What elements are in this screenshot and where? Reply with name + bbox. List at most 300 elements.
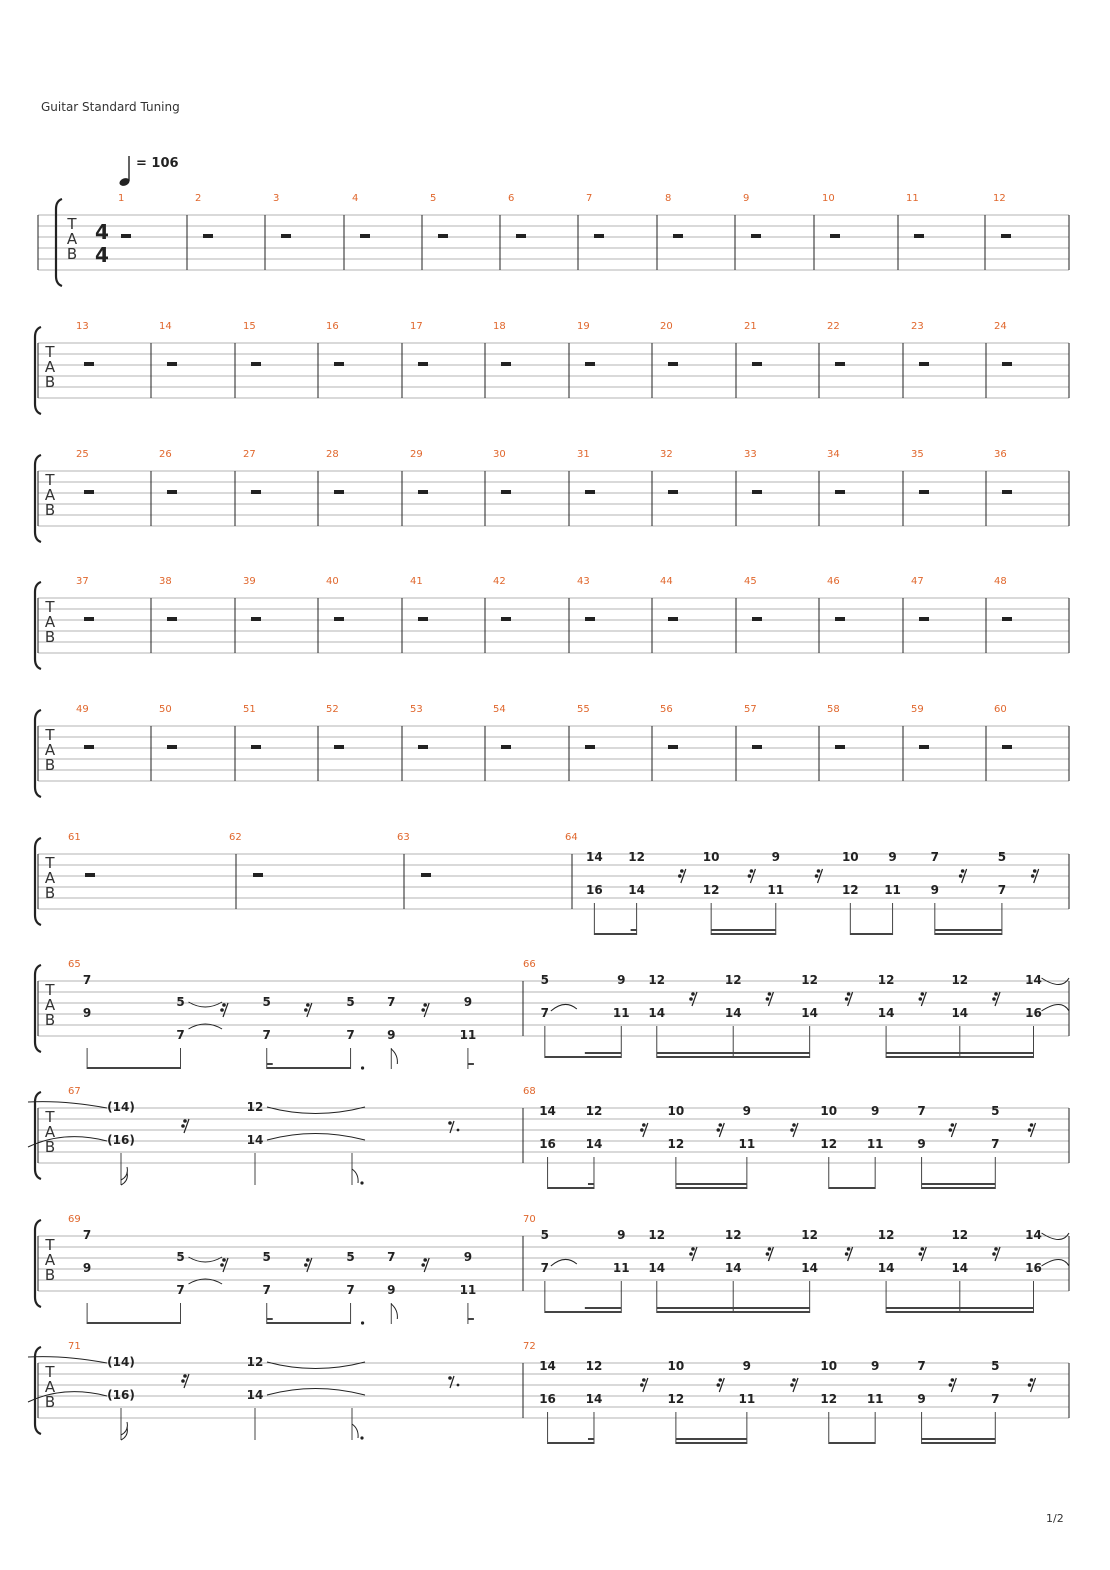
half-rest [251, 490, 261, 494]
half-rest [914, 234, 924, 238]
fret-number: 5 [991, 1359, 1000, 1373]
tab-clef-letter: B [44, 1138, 56, 1156]
rhythm-dot [360, 1436, 363, 1439]
half-rest [752, 745, 762, 749]
half-rest [167, 745, 177, 749]
note-beam [548, 1187, 594, 1189]
half-rest [167, 617, 177, 621]
fret-number: 14 [951, 1261, 969, 1275]
half-rest [1002, 362, 1012, 366]
note-flag [121, 1167, 127, 1180]
sixteenth-rest [792, 1123, 796, 1127]
fret-number: 16 [1025, 1006, 1042, 1020]
tie [28, 1137, 107, 1147]
half-rest [919, 745, 929, 749]
half-rest [203, 234, 213, 238]
fret-number: 11 [866, 1137, 884, 1151]
tie [28, 1357, 107, 1363]
fret-number: 9 [870, 1104, 880, 1118]
fret-number: 9 [888, 850, 897, 864]
sixteenth-rest [921, 992, 925, 996]
sixteenth-rest [919, 1252, 923, 1256]
fret-number: 14 [246, 1133, 264, 1147]
note-beam [267, 1063, 273, 1065]
sixteenth-rest [220, 1263, 224, 1267]
sixteenth-rest [961, 869, 965, 873]
tab-clef-letter: B [44, 373, 56, 391]
note-beam [935, 929, 1002, 931]
tab-clef-letter: T [45, 854, 55, 872]
tab-clef-letter: T [45, 1363, 55, 1381]
measure-number: 24 [994, 321, 1007, 332]
measure-number: 55 [577, 704, 590, 715]
fret-number: 7 [346, 1283, 355, 1297]
measure-number: 10 [822, 193, 835, 204]
fret-number: 14 [877, 1261, 895, 1275]
half-rest [421, 873, 431, 877]
fret-number: 12 [667, 1137, 685, 1151]
fret-number: 7 [917, 1104, 926, 1118]
fret-number: 12 [724, 973, 742, 987]
fret-number: 5 [346, 995, 355, 1009]
tab-clef-letter: A [44, 741, 56, 759]
fret-number: 12 [951, 1228, 969, 1242]
sixteenth-rest [181, 1379, 185, 1383]
sixteenth-rest [1028, 1128, 1032, 1132]
note-beam [545, 1056, 621, 1058]
measure-number: 62 [229, 832, 242, 843]
fret-number: 12 [246, 1355, 264, 1369]
half-rest [668, 490, 678, 494]
measure-number: 5 [430, 193, 437, 204]
sixteenth-rest [183, 1119, 187, 1123]
sixteenth-rest [306, 1003, 310, 1007]
sixteenth-rest [642, 1123, 646, 1127]
half-rest [1002, 617, 1012, 621]
fret-number: 5 [176, 995, 185, 1009]
tab-system [35, 1214, 1069, 1325]
half-rest [121, 234, 131, 238]
tab-clef-letter: T [45, 981, 55, 999]
half-rest [334, 490, 344, 494]
half-rest [85, 873, 95, 877]
half-rest [830, 234, 840, 238]
sixteenth-rest [847, 992, 851, 996]
note-beam [935, 933, 1002, 935]
fret-number: 11 [738, 1392, 756, 1406]
sixteenth-rest [768, 992, 772, 996]
note-beam [588, 1183, 594, 1185]
tab-system [35, 959, 1069, 1070]
note-beam [829, 1442, 875, 1444]
tie [267, 1389, 365, 1396]
measure-number: 72 [523, 1341, 536, 1352]
half-rest [1002, 745, 1012, 749]
fret-number: 14 [539, 1104, 556, 1118]
fret-number: 9 [917, 1137, 926, 1151]
measure-number: 43 [577, 576, 590, 587]
sixteenth-rest [640, 1128, 644, 1132]
sixteenth-rest [718, 1123, 722, 1127]
sixteenth-rest [994, 1247, 998, 1251]
note-flag [391, 1304, 397, 1319]
half-rest [251, 745, 261, 749]
sixteenth-rest [750, 869, 754, 873]
tab-system [35, 321, 1069, 414]
sixteenth-rest [222, 1003, 226, 1007]
measure-number: 6 [508, 193, 515, 204]
measure-number: 50 [159, 704, 172, 715]
measure-number: 26 [159, 449, 172, 460]
sixteenth-rest [222, 1258, 226, 1262]
measure-number: 67 [68, 1086, 81, 1097]
half-rest [1002, 490, 1012, 494]
sixteenth-rest [183, 1374, 187, 1378]
measure-number: 4 [352, 193, 359, 204]
fret-number: (14) [107, 1100, 135, 1114]
fret-number: 12 [648, 1228, 666, 1242]
fret-number: 12 [724, 1228, 742, 1242]
fret-number: 9 [82, 1006, 92, 1020]
fret-number: 7 [540, 1006, 550, 1020]
measure-number: 59 [911, 704, 924, 715]
measure-number: 37 [76, 576, 89, 587]
sixteenth-rest [994, 992, 998, 996]
sixteenth-rest [921, 1247, 925, 1251]
fret-number: 7 [387, 1250, 396, 1264]
sixteenth-rest [992, 997, 996, 1001]
tab-clef-letter: A [44, 1251, 56, 1269]
fret-number: 14 [586, 850, 603, 864]
note-beam [468, 1318, 474, 1320]
fret-number: 16 [539, 1137, 556, 1151]
tab-system [35, 704, 1069, 797]
note-beam [922, 1438, 996, 1440]
fret-number: 11 [612, 1006, 630, 1020]
sixteenth-rest [716, 1128, 720, 1132]
note-beam [594, 933, 636, 935]
measure-number: 23 [911, 321, 924, 332]
half-rest [84, 362, 94, 366]
half-rest [835, 362, 845, 366]
fret-number: 14 [1025, 973, 1042, 987]
note-beam [585, 1052, 621, 1054]
tab-clef-letter: A [44, 486, 56, 504]
fret-number: 14 [801, 1006, 819, 1020]
fret-number: 12 [648, 973, 666, 987]
sixteenth-rest [992, 1252, 996, 1256]
fret-number: 7 [997, 883, 1007, 897]
measure-number: 47 [911, 576, 924, 587]
half-rest [835, 617, 845, 621]
fret-number: 11 [866, 1392, 884, 1406]
measure-number: 9 [743, 193, 750, 204]
sixteenth-rest [748, 874, 752, 878]
sixteenth-rest [1031, 874, 1035, 878]
measure-number: 53 [410, 704, 423, 715]
fret-number: 11 [459, 1283, 477, 1297]
note-beam [829, 1187, 875, 1189]
measure-number: 3 [273, 193, 280, 204]
fret-number: 5 [176, 1250, 185, 1264]
half-rest [501, 745, 511, 749]
measure-number: 38 [159, 576, 172, 587]
half-rest [668, 362, 678, 366]
note-beam [657, 1052, 810, 1054]
rhythm-dot [361, 1321, 364, 1324]
fret-number: 10 [667, 1104, 685, 1118]
note-beam [267, 1067, 351, 1069]
half-rest [438, 234, 448, 238]
measure-number: 28 [326, 449, 339, 460]
tie [1042, 1260, 1069, 1267]
note-beam [886, 1307, 1033, 1309]
half-rest [418, 490, 428, 494]
note-flag [352, 1424, 358, 1438]
measure-number: 32 [660, 449, 673, 460]
measure-number: 52 [326, 704, 339, 715]
measure-number: 64 [565, 832, 578, 843]
fret-number: 14 [246, 1388, 264, 1402]
tab-system [35, 449, 1069, 542]
sixteenth-rest [847, 1247, 851, 1251]
note-beam [545, 1311, 621, 1313]
fret-number: 5 [262, 1250, 271, 1264]
tab-system [28, 1086, 1069, 1189]
fret-number: 12 [246, 1100, 264, 1114]
note-beam [676, 1438, 747, 1440]
half-rest [84, 490, 94, 494]
measure-number: 33 [744, 449, 757, 460]
rest-dot [457, 1129, 460, 1132]
tie [267, 1134, 365, 1141]
half-rest [835, 745, 845, 749]
tie [28, 1102, 107, 1108]
fret-number: 14 [877, 1006, 895, 1020]
tab-clef-letter: T [45, 598, 55, 616]
measure-number: 30 [493, 449, 506, 460]
tab-clef-letter: B [44, 756, 56, 774]
fret-number: 9 [742, 1104, 752, 1118]
half-rest [418, 745, 428, 749]
tab-clef-letter: B [44, 628, 56, 646]
time-signature-top: 4 [95, 220, 109, 244]
fret-number: 10 [820, 1359, 838, 1373]
fret-number: 12 [877, 1228, 895, 1242]
fret-number: 10 [841, 850, 859, 864]
tab-clef-letter: A [44, 869, 56, 887]
sixteenth-rest [421, 1263, 425, 1267]
fret-number: 12 [585, 1359, 603, 1373]
note-beam [87, 1322, 180, 1324]
fret-number: 14 [585, 1137, 603, 1151]
measure-number: 8 [665, 193, 672, 204]
fret-number: 16 [539, 1392, 556, 1406]
fret-number: 12 [585, 1104, 603, 1118]
tab-clef-letter: T [45, 1108, 55, 1126]
note-beam [267, 1318, 273, 1320]
half-rest [360, 234, 370, 238]
note-beam [886, 1056, 1033, 1058]
measure-number: 25 [76, 449, 89, 460]
half-rest [585, 490, 595, 494]
eighth-rest [448, 1121, 452, 1125]
note-flag [391, 1049, 397, 1064]
measure-number: 66 [523, 959, 536, 970]
sixteenth-rest [304, 1008, 308, 1012]
measure-number: 14 [159, 321, 172, 332]
half-rest [334, 362, 344, 366]
half-rest [585, 617, 595, 621]
measure-number: 17 [410, 321, 423, 332]
fret-number: 9 [617, 973, 626, 987]
sixteenth-rest [678, 874, 682, 878]
sixteenth-rest [792, 1378, 796, 1382]
half-rest [167, 490, 177, 494]
measure-number: 56 [660, 704, 673, 715]
half-rest [167, 362, 177, 366]
fret-number: 14 [724, 1261, 742, 1275]
sixteenth-rest [919, 997, 923, 1001]
tuning-label: Guitar Standard Tuning [41, 100, 180, 114]
sixteenth-rest [949, 1383, 953, 1387]
fret-number: 10 [702, 850, 720, 864]
sixteenth-rest [421, 1008, 425, 1012]
fret-number: 11 [459, 1028, 477, 1042]
sixteenth-rest [845, 1252, 849, 1256]
sixteenth-rest [689, 997, 693, 1001]
half-rest [594, 234, 604, 238]
fret-number: 11 [738, 1137, 756, 1151]
fret-number: 12 [702, 883, 720, 897]
note-beam [585, 1307, 621, 1309]
fret-number: 7 [917, 1359, 926, 1373]
sixteenth-rest [640, 1383, 644, 1387]
half-rest [752, 617, 762, 621]
sixteenth-rest [959, 874, 963, 878]
sixteenth-rest [845, 997, 849, 1001]
tab-clef-letter: B [44, 501, 56, 519]
fret-number: 16 [1025, 1261, 1042, 1275]
measure-number: 49 [76, 704, 89, 715]
note-beam [468, 1063, 474, 1065]
sixteenth-rest [691, 992, 695, 996]
half-rest [668, 617, 678, 621]
sixteenth-rest [220, 1008, 224, 1012]
sixteenth-rest [790, 1383, 794, 1387]
fret-number: 14 [724, 1006, 742, 1020]
time-signature-bottom: 4 [95, 243, 109, 267]
note-beam [711, 933, 776, 935]
measure-number: 40 [326, 576, 339, 587]
half-rest [334, 745, 344, 749]
fret-number: 14 [539, 1359, 556, 1373]
fret-number: 7 [176, 1283, 185, 1297]
fret-number: (14) [107, 1355, 135, 1369]
fret-number: 7 [262, 1283, 271, 1297]
sixteenth-rest [1033, 869, 1037, 873]
half-rest [418, 617, 428, 621]
tab-clef-letter: A [44, 1123, 56, 1141]
fret-number: (16) [107, 1133, 135, 1147]
note-beam [711, 929, 776, 931]
note-beam [588, 1438, 594, 1440]
fret-number: 12 [628, 850, 645, 864]
sixteenth-rest [766, 997, 770, 1001]
tab-clef-letter: A [44, 358, 56, 376]
measure-number: 35 [911, 449, 924, 460]
tab-clef-letter: B [44, 1011, 56, 1029]
half-rest [84, 617, 94, 621]
fret-number: (16) [107, 1388, 135, 1402]
sixteenth-rest [642, 1378, 646, 1382]
fret-number: 14 [1025, 1228, 1042, 1242]
note-beam [657, 1056, 810, 1058]
measure-number: 42 [493, 576, 506, 587]
measure-number: 54 [493, 704, 506, 715]
note-beam [657, 1311, 810, 1313]
measure-number: 70 [523, 1214, 536, 1225]
measure-number: 45 [744, 576, 757, 587]
fret-number: 11 [767, 883, 785, 897]
measure-number: 21 [744, 321, 757, 332]
tab-clef-letter: T [45, 726, 55, 744]
note-beam [886, 1311, 1033, 1313]
measure-number: 16 [326, 321, 339, 332]
fret-number: 9 [771, 850, 780, 864]
measure-number: 39 [243, 576, 256, 587]
note-flag [121, 1422, 127, 1435]
tab-clef-letter: B [44, 884, 56, 902]
half-rest [751, 234, 761, 238]
page-number: 1/2 [1046, 1512, 1064, 1525]
measure-number: 63 [397, 832, 410, 843]
measure-number: 13 [76, 321, 89, 332]
tab-clef-letter: T [45, 343, 55, 361]
fret-number: 11 [612, 1261, 630, 1275]
sixteenth-rest [423, 1003, 427, 1007]
fret-number: 7 [346, 1028, 355, 1042]
tab-system [28, 1341, 1069, 1444]
half-rest [334, 617, 344, 621]
half-rest [585, 362, 595, 366]
measure-number: 22 [827, 321, 840, 332]
half-rest [752, 490, 762, 494]
sixteenth-rest [1030, 1378, 1034, 1382]
tie [551, 1259, 577, 1266]
note-beam [548, 1442, 594, 1444]
rhythm-dot [360, 1181, 363, 1184]
sixteenth-rest [1030, 1123, 1034, 1127]
sixteenth-rest [766, 1252, 770, 1256]
fret-number: 12 [951, 973, 969, 987]
tab-clef-letter: A [44, 996, 56, 1014]
fret-number: 7 [387, 995, 396, 1009]
fret-number: 7 [82, 973, 92, 987]
fret-number: 14 [628, 883, 645, 897]
sixteenth-rest [689, 1252, 693, 1256]
measure-number: 11 [906, 193, 919, 204]
half-rest [919, 490, 929, 494]
fret-number: 7 [991, 1392, 1000, 1406]
sixteenth-rest [181, 1124, 185, 1128]
measure-number: 57 [744, 704, 757, 715]
measure-number: 60 [994, 704, 1007, 715]
tab-system [38, 193, 1069, 286]
rest-dot [457, 1384, 460, 1387]
measure-number: 12 [993, 193, 1006, 204]
measure-number: 18 [493, 321, 506, 332]
